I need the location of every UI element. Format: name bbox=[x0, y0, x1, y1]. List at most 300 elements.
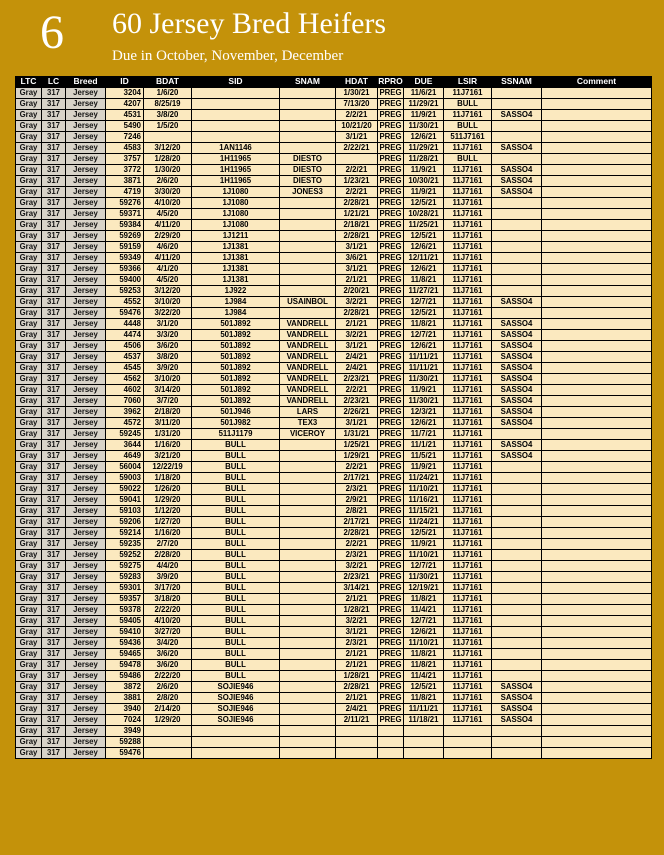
cell-sid: 1J984 bbox=[192, 297, 280, 308]
cell-due: 12/7/21 bbox=[404, 297, 444, 308]
cell-ssnam bbox=[492, 528, 542, 539]
cell-lc: 317 bbox=[42, 198, 66, 209]
cell-rpro: PREG bbox=[379, 99, 402, 108]
cell-rpro: PREG bbox=[379, 583, 402, 592]
cell-snam: TEX3 bbox=[280, 418, 336, 429]
cell-ltc: Gray bbox=[16, 550, 42, 561]
cell-due: 12/5/21 bbox=[404, 528, 444, 539]
cell-lc: 317 bbox=[42, 561, 66, 572]
table-row bbox=[16, 198, 652, 209]
cell-due bbox=[404, 737, 444, 748]
cell-ltc: Gray bbox=[16, 374, 42, 385]
cell-breed: Jersey bbox=[66, 198, 106, 209]
cell-sid: BULL bbox=[192, 605, 280, 616]
cell-rpro: PREG bbox=[379, 484, 402, 493]
cell-sid: BULL bbox=[192, 627, 280, 638]
cell-ssnam bbox=[492, 473, 542, 484]
cell-rpro: PREG bbox=[379, 495, 402, 504]
cell-sid: 1J1080 bbox=[192, 187, 280, 198]
cell-bdat: 3/8/20 bbox=[144, 352, 192, 363]
cell-hdat: 2/4/21 bbox=[336, 363, 378, 374]
cell-rpro: PREG bbox=[379, 385, 402, 394]
cell-hdat: 2/22/21 bbox=[336, 143, 378, 154]
cell-breed: Jersey bbox=[66, 231, 106, 242]
cell-sid: BULL bbox=[192, 440, 280, 451]
cell-ssnam: SASSO4 bbox=[492, 385, 542, 396]
cell-rpro bbox=[378, 748, 404, 759]
cell-sid: 1J1381 bbox=[192, 253, 280, 264]
cell-sid: 1H11965 bbox=[192, 165, 280, 176]
cell-id: 4506 bbox=[106, 341, 144, 352]
cell-lsir: 11J7161 bbox=[444, 165, 492, 176]
table-row bbox=[16, 583, 652, 594]
cell-ssnam bbox=[492, 561, 542, 572]
cell-ltc: Gray bbox=[16, 308, 42, 319]
cell-sid: 501J892 bbox=[192, 363, 280, 374]
cell-due: 11/8/21 bbox=[404, 275, 444, 286]
cell-snam bbox=[280, 627, 336, 638]
cell-lsir: 11J7161 bbox=[444, 627, 492, 638]
table-row bbox=[16, 693, 652, 704]
column-header-sid: SID bbox=[192, 76, 280, 88]
cell-ltc: Gray bbox=[16, 176, 42, 187]
cell-bdat: 3/6/20 bbox=[144, 649, 192, 660]
cell-ssnam bbox=[492, 99, 542, 110]
cell-lc: 317 bbox=[42, 440, 66, 451]
cell-rpro: PREG bbox=[379, 550, 402, 559]
cell-hdat: 2/3/21 bbox=[336, 550, 378, 561]
cell-ssnam bbox=[492, 121, 542, 132]
cell-lc: 317 bbox=[42, 88, 66, 99]
cell-breed: Jersey bbox=[66, 121, 106, 132]
cell-lc: 317 bbox=[42, 649, 66, 660]
cell-sid: 1J1381 bbox=[192, 264, 280, 275]
cell-id: 4572 bbox=[106, 418, 144, 429]
table-row bbox=[16, 308, 652, 319]
cell-ssnam: SASSO4 bbox=[492, 165, 542, 176]
cell-comment bbox=[542, 638, 652, 649]
cell-bdat: 3/17/20 bbox=[144, 583, 192, 594]
cell-breed: Jersey bbox=[66, 451, 106, 462]
cell-due: 12/6/21 bbox=[404, 341, 444, 352]
cell-snam: DIESTO bbox=[280, 154, 336, 165]
cell-hdat: 2/11/21 bbox=[336, 715, 378, 726]
cell-lsir: BULL bbox=[444, 154, 492, 165]
cell-sid: 501J892 bbox=[192, 341, 280, 352]
cell-ltc: Gray bbox=[16, 726, 42, 737]
cell-comment bbox=[542, 385, 652, 396]
cell-rpro: PREG bbox=[379, 682, 402, 691]
cell-hdat: 2/2/21 bbox=[336, 539, 378, 550]
cell-sid: BULL bbox=[192, 539, 280, 550]
lot-number: 6 bbox=[40, 6, 64, 59]
cell-rpro: PREG bbox=[379, 253, 402, 262]
cell-lc: 317 bbox=[42, 99, 66, 110]
cell-sid: BULL bbox=[192, 495, 280, 506]
cell-hdat: 3/2/21 bbox=[336, 330, 378, 341]
cell-rpro: PREG bbox=[379, 374, 402, 383]
cell-comment bbox=[542, 451, 652, 462]
cell-comment bbox=[542, 264, 652, 275]
cell-bdat: 8/25/19 bbox=[144, 99, 192, 110]
cell-id: 4552 bbox=[106, 297, 144, 308]
cell-lsir: 11J7161 bbox=[444, 253, 492, 264]
table-row bbox=[16, 429, 652, 440]
cell-bdat: 2/29/20 bbox=[144, 231, 192, 242]
cell-comment bbox=[542, 297, 652, 308]
cell-ssnam bbox=[492, 627, 542, 638]
cell-lsir: 11J7161 bbox=[444, 605, 492, 616]
cell-sid: 1J1381 bbox=[192, 275, 280, 286]
cell-bdat: 3/6/20 bbox=[144, 660, 192, 671]
cell-ssnam bbox=[492, 506, 542, 517]
table-row bbox=[16, 275, 652, 286]
cell-snam bbox=[280, 715, 336, 726]
cell-sid: 1J922 bbox=[192, 286, 280, 297]
cell-rpro: PREG bbox=[379, 319, 402, 328]
cell-rpro: PREG bbox=[379, 638, 402, 647]
cell-lc: 317 bbox=[42, 253, 66, 264]
cell-id: 59288 bbox=[106, 737, 144, 748]
table-row bbox=[16, 176, 652, 187]
cell-breed: Jersey bbox=[66, 715, 106, 726]
cell-bdat: 2/7/20 bbox=[144, 539, 192, 550]
cell-sid: 1J1080 bbox=[192, 209, 280, 220]
cell-snam bbox=[280, 517, 336, 528]
cell-hdat: 3/14/21 bbox=[336, 583, 378, 594]
cell-id: 59357 bbox=[106, 594, 144, 605]
cell-bdat: 4/10/20 bbox=[144, 616, 192, 627]
cell-rpro: PREG bbox=[379, 605, 402, 614]
cell-rpro: PREG bbox=[379, 506, 402, 515]
table-row bbox=[16, 231, 652, 242]
cell-ltc: Gray bbox=[16, 121, 42, 132]
cell-snam: VANDRELL bbox=[280, 341, 336, 352]
cell-comment bbox=[542, 605, 652, 616]
cell-rpro: PREG bbox=[379, 88, 402, 97]
cell-lc: 317 bbox=[42, 363, 66, 374]
cell-rpro: PREG bbox=[379, 407, 402, 416]
cell-comment bbox=[542, 242, 652, 253]
cell-bdat: 4/4/20 bbox=[144, 561, 192, 572]
cell-hdat: 1/31/21 bbox=[336, 429, 378, 440]
table-row bbox=[16, 528, 652, 539]
cell-lc: 317 bbox=[42, 319, 66, 330]
cell-bdat: 1/16/20 bbox=[144, 440, 192, 451]
cell-rpro: PREG bbox=[379, 154, 402, 163]
cell-lc: 317 bbox=[42, 594, 66, 605]
cell-due: 11/7/21 bbox=[404, 429, 444, 440]
cell-lc: 317 bbox=[42, 132, 66, 143]
cell-breed: Jersey bbox=[66, 154, 106, 165]
cell-sid: 501J892 bbox=[192, 374, 280, 385]
cell-comment bbox=[542, 99, 652, 110]
cell-sid: BULL bbox=[192, 572, 280, 583]
column-header-rpro: RPRO bbox=[378, 76, 403, 86]
cell-ssnam bbox=[492, 462, 542, 473]
cell-bdat: 3/7/20 bbox=[144, 396, 192, 407]
cell-hdat: 2/28/21 bbox=[336, 308, 378, 319]
cell-ltc: Gray bbox=[16, 341, 42, 352]
cell-snam bbox=[280, 539, 336, 550]
cell-breed: Jersey bbox=[66, 528, 106, 539]
cell-id: 59022 bbox=[106, 484, 144, 495]
cell-rpro: PREG bbox=[379, 616, 402, 625]
cell-lc: 317 bbox=[42, 429, 66, 440]
cell-ltc: Gray bbox=[16, 440, 42, 451]
cell-comment bbox=[542, 715, 652, 726]
cell-rpro: PREG bbox=[379, 330, 402, 339]
cell-id: 59349 bbox=[106, 253, 144, 264]
cell-comment bbox=[542, 506, 652, 517]
cell-ssnam: SASSO4 bbox=[492, 407, 542, 418]
cell-ltc: Gray bbox=[16, 462, 42, 473]
cell-lsir: 11J7161 bbox=[444, 517, 492, 528]
cell-hdat: 2/1/21 bbox=[336, 275, 378, 286]
table-row bbox=[16, 242, 652, 253]
cell-hdat: 1/28/21 bbox=[336, 605, 378, 616]
cell-ssnam: SASSO4 bbox=[492, 704, 542, 715]
cell-rpro: PREG bbox=[379, 649, 402, 658]
cell-id: 7246 bbox=[106, 132, 144, 143]
column-header-ltc: LTC bbox=[16, 76, 42, 88]
cell-sid: BULL bbox=[192, 649, 280, 660]
cell-comment bbox=[542, 220, 652, 231]
cell-snam: VANDRELL bbox=[280, 385, 336, 396]
cell-bdat: 2/22/20 bbox=[144, 605, 192, 616]
cell-lc: 317 bbox=[42, 572, 66, 583]
cell-due: 11/1/21 bbox=[404, 440, 444, 451]
cell-sid: 1J1080 bbox=[192, 220, 280, 231]
cell-breed: Jersey bbox=[66, 704, 106, 715]
cell-rpro: PREG bbox=[379, 297, 402, 306]
cell-snam bbox=[280, 253, 336, 264]
cell-id: 56004 bbox=[106, 462, 144, 473]
cell-due: 12/11/21 bbox=[404, 253, 444, 264]
table-row bbox=[16, 704, 652, 715]
cell-ssnam bbox=[492, 671, 542, 682]
cell-ssnam bbox=[492, 594, 542, 605]
cell-due: 12/5/21 bbox=[404, 198, 444, 209]
cell-breed: Jersey bbox=[66, 627, 106, 638]
cell-sid: 1AN1146 bbox=[192, 143, 280, 154]
cell-sid: 501J892 bbox=[192, 330, 280, 341]
cell-snam: LARS bbox=[280, 407, 336, 418]
cell-due: 11/8/21 bbox=[404, 319, 444, 330]
column-header-breed: Breed bbox=[66, 76, 106, 88]
cell-ssnam: SASSO4 bbox=[492, 143, 542, 154]
cell-breed: Jersey bbox=[66, 187, 106, 198]
cell-due: 11/24/21 bbox=[404, 473, 444, 484]
cell-bdat: 1/27/20 bbox=[144, 517, 192, 528]
cell-id: 59384 bbox=[106, 220, 144, 231]
cell-lsir: BULL bbox=[444, 99, 492, 110]
cell-due: 12/7/21 bbox=[404, 561, 444, 572]
cell-rpro: PREG bbox=[379, 462, 402, 471]
cell-snam bbox=[280, 583, 336, 594]
cell-rpro: PREG bbox=[379, 275, 402, 284]
table-row bbox=[16, 165, 652, 176]
cell-bdat: 1/29/20 bbox=[144, 495, 192, 506]
cell-sid: BULL bbox=[192, 671, 280, 682]
cell-ltc: Gray bbox=[16, 220, 42, 231]
table-row bbox=[16, 374, 652, 385]
cell-ltc: Gray bbox=[16, 561, 42, 572]
cell-snam bbox=[280, 594, 336, 605]
cell-id: 59235 bbox=[106, 539, 144, 550]
cell-bdat: 2/22/20 bbox=[144, 671, 192, 682]
cell-ltc: Gray bbox=[16, 627, 42, 638]
cell-hdat: 2/1/21 bbox=[336, 319, 378, 330]
cell-lsir: 11J7161 bbox=[444, 660, 492, 671]
cell-sid: BULL bbox=[192, 473, 280, 484]
cell-due bbox=[404, 726, 444, 737]
table-row bbox=[16, 319, 652, 330]
cell-snam bbox=[280, 231, 336, 242]
cell-bdat: 1/28/20 bbox=[144, 154, 192, 165]
cell-due: 11/9/21 bbox=[404, 462, 444, 473]
cell-bdat: 3/6/20 bbox=[144, 341, 192, 352]
cell-sid: BULL bbox=[192, 506, 280, 517]
cell-hdat: 2/2/21 bbox=[336, 165, 378, 176]
cell-bdat: 4/1/20 bbox=[144, 264, 192, 275]
cell-ltc: Gray bbox=[16, 583, 42, 594]
cell-id: 3871 bbox=[106, 176, 144, 187]
cell-hdat: 3/1/21 bbox=[336, 341, 378, 352]
cell-comment bbox=[542, 275, 652, 286]
cell-bdat bbox=[144, 737, 192, 748]
cell-snam bbox=[280, 99, 336, 110]
cell-comment bbox=[542, 319, 652, 330]
cell-lc: 317 bbox=[42, 451, 66, 462]
cell-ssnam bbox=[492, 308, 542, 319]
cell-rpro: PREG bbox=[379, 187, 402, 196]
cell-snam bbox=[280, 275, 336, 286]
table-row bbox=[16, 253, 652, 264]
cell-hdat: 2/1/21 bbox=[336, 594, 378, 605]
cell-comment bbox=[542, 253, 652, 264]
cell-lsir: 11J7161 bbox=[444, 264, 492, 275]
cell-comment bbox=[542, 363, 652, 374]
cell-due: 12/6/21 bbox=[404, 264, 444, 275]
cell-lc: 317 bbox=[42, 539, 66, 550]
cell-lc: 317 bbox=[42, 143, 66, 154]
cell-bdat: 4/5/20 bbox=[144, 209, 192, 220]
cell-ltc: Gray bbox=[16, 99, 42, 110]
cell-id: 3949 bbox=[106, 726, 144, 737]
cell-id: 59041 bbox=[106, 495, 144, 506]
cell-ssnam bbox=[492, 539, 542, 550]
cell-lc: 317 bbox=[42, 330, 66, 341]
cell-breed: Jersey bbox=[66, 539, 106, 550]
cell-hdat: 3/2/21 bbox=[336, 561, 378, 572]
cell-ssnam bbox=[492, 198, 542, 209]
cell-rpro: PREG bbox=[379, 517, 402, 526]
cell-hdat: 3/2/21 bbox=[336, 616, 378, 627]
cell-lc: 317 bbox=[42, 374, 66, 385]
cell-hdat: 3/1/21 bbox=[336, 264, 378, 275]
cell-due: 12/5/21 bbox=[404, 682, 444, 693]
cell-snam bbox=[280, 737, 336, 748]
cell-id: 4537 bbox=[106, 352, 144, 363]
cell-lsir: 11J7161 bbox=[444, 704, 492, 715]
cell-lsir: 511J7161 bbox=[444, 132, 492, 143]
cell-lc: 317 bbox=[42, 231, 66, 242]
cell-lsir: 11J7161 bbox=[444, 583, 492, 594]
cell-ssnam: SASSO4 bbox=[492, 297, 542, 308]
cell-comment bbox=[542, 143, 652, 154]
cell-lc: 317 bbox=[42, 715, 66, 726]
cell-breed: Jersey bbox=[66, 671, 106, 682]
cell-bdat: 3/21/20 bbox=[144, 451, 192, 462]
cell-lc: 317 bbox=[42, 627, 66, 638]
cell-bdat: 3/3/20 bbox=[144, 330, 192, 341]
cell-ssnam: SASSO4 bbox=[492, 451, 542, 462]
cell-id: 59253 bbox=[106, 286, 144, 297]
cell-id: 4719 bbox=[106, 187, 144, 198]
cell-breed: Jersey bbox=[66, 275, 106, 286]
cell-lc: 317 bbox=[42, 165, 66, 176]
cell-bdat: 1/31/20 bbox=[144, 429, 192, 440]
cell-id: 59275 bbox=[106, 561, 144, 572]
cell-ltc: Gray bbox=[16, 484, 42, 495]
cell-rpro: PREG bbox=[379, 429, 402, 438]
cell-comment bbox=[542, 583, 652, 594]
cell-lsir: 11J7161 bbox=[444, 407, 492, 418]
cell-due: 11/24/21 bbox=[404, 517, 444, 528]
cell-breed: Jersey bbox=[66, 242, 106, 253]
cell-breed: Jersey bbox=[66, 363, 106, 374]
cell-sid: BULL bbox=[192, 583, 280, 594]
cell-comment bbox=[542, 132, 652, 143]
column-header-due: DUE bbox=[404, 76, 444, 88]
cell-hdat: 2/23/21 bbox=[336, 396, 378, 407]
cell-bdat: 3/8/20 bbox=[144, 110, 192, 121]
cell-breed: Jersey bbox=[66, 429, 106, 440]
cell-snam bbox=[280, 88, 336, 99]
cell-ltc: Gray bbox=[16, 187, 42, 198]
table-row bbox=[16, 484, 652, 495]
column-header-id: ID bbox=[106, 76, 144, 88]
cell-lc: 317 bbox=[42, 473, 66, 484]
cell-ssnam bbox=[492, 220, 542, 231]
cell-lsir: 11J7161 bbox=[444, 297, 492, 308]
cell-lsir: 11J7161 bbox=[444, 220, 492, 231]
cell-ltc: Gray bbox=[16, 264, 42, 275]
cell-breed: Jersey bbox=[66, 616, 106, 627]
cell-breed: Jersey bbox=[66, 165, 106, 176]
cell-ltc: Gray bbox=[16, 473, 42, 484]
table-row bbox=[16, 297, 652, 308]
cell-rpro: PREG bbox=[379, 352, 402, 361]
cell-id: 4602 bbox=[106, 385, 144, 396]
cell-id: 59476 bbox=[106, 308, 144, 319]
column-header-comment: Comment bbox=[542, 76, 652, 88]
cell-comment bbox=[542, 682, 652, 693]
cell-ssnam bbox=[492, 616, 542, 627]
cell-bdat: 3/22/20 bbox=[144, 308, 192, 319]
cell-sid: SOJIE946 bbox=[192, 704, 280, 715]
cell-snam: VANDRELL bbox=[280, 352, 336, 363]
cell-bdat: 3/1/20 bbox=[144, 319, 192, 330]
cell-bdat: 3/10/20 bbox=[144, 297, 192, 308]
cell-sid: 1J1211 bbox=[192, 231, 280, 242]
cell-sid bbox=[192, 121, 280, 132]
cell-lc: 317 bbox=[42, 495, 66, 506]
cell-hdat: 2/2/21 bbox=[336, 110, 378, 121]
cell-lc: 317 bbox=[42, 517, 66, 528]
cell-snam bbox=[280, 748, 336, 759]
